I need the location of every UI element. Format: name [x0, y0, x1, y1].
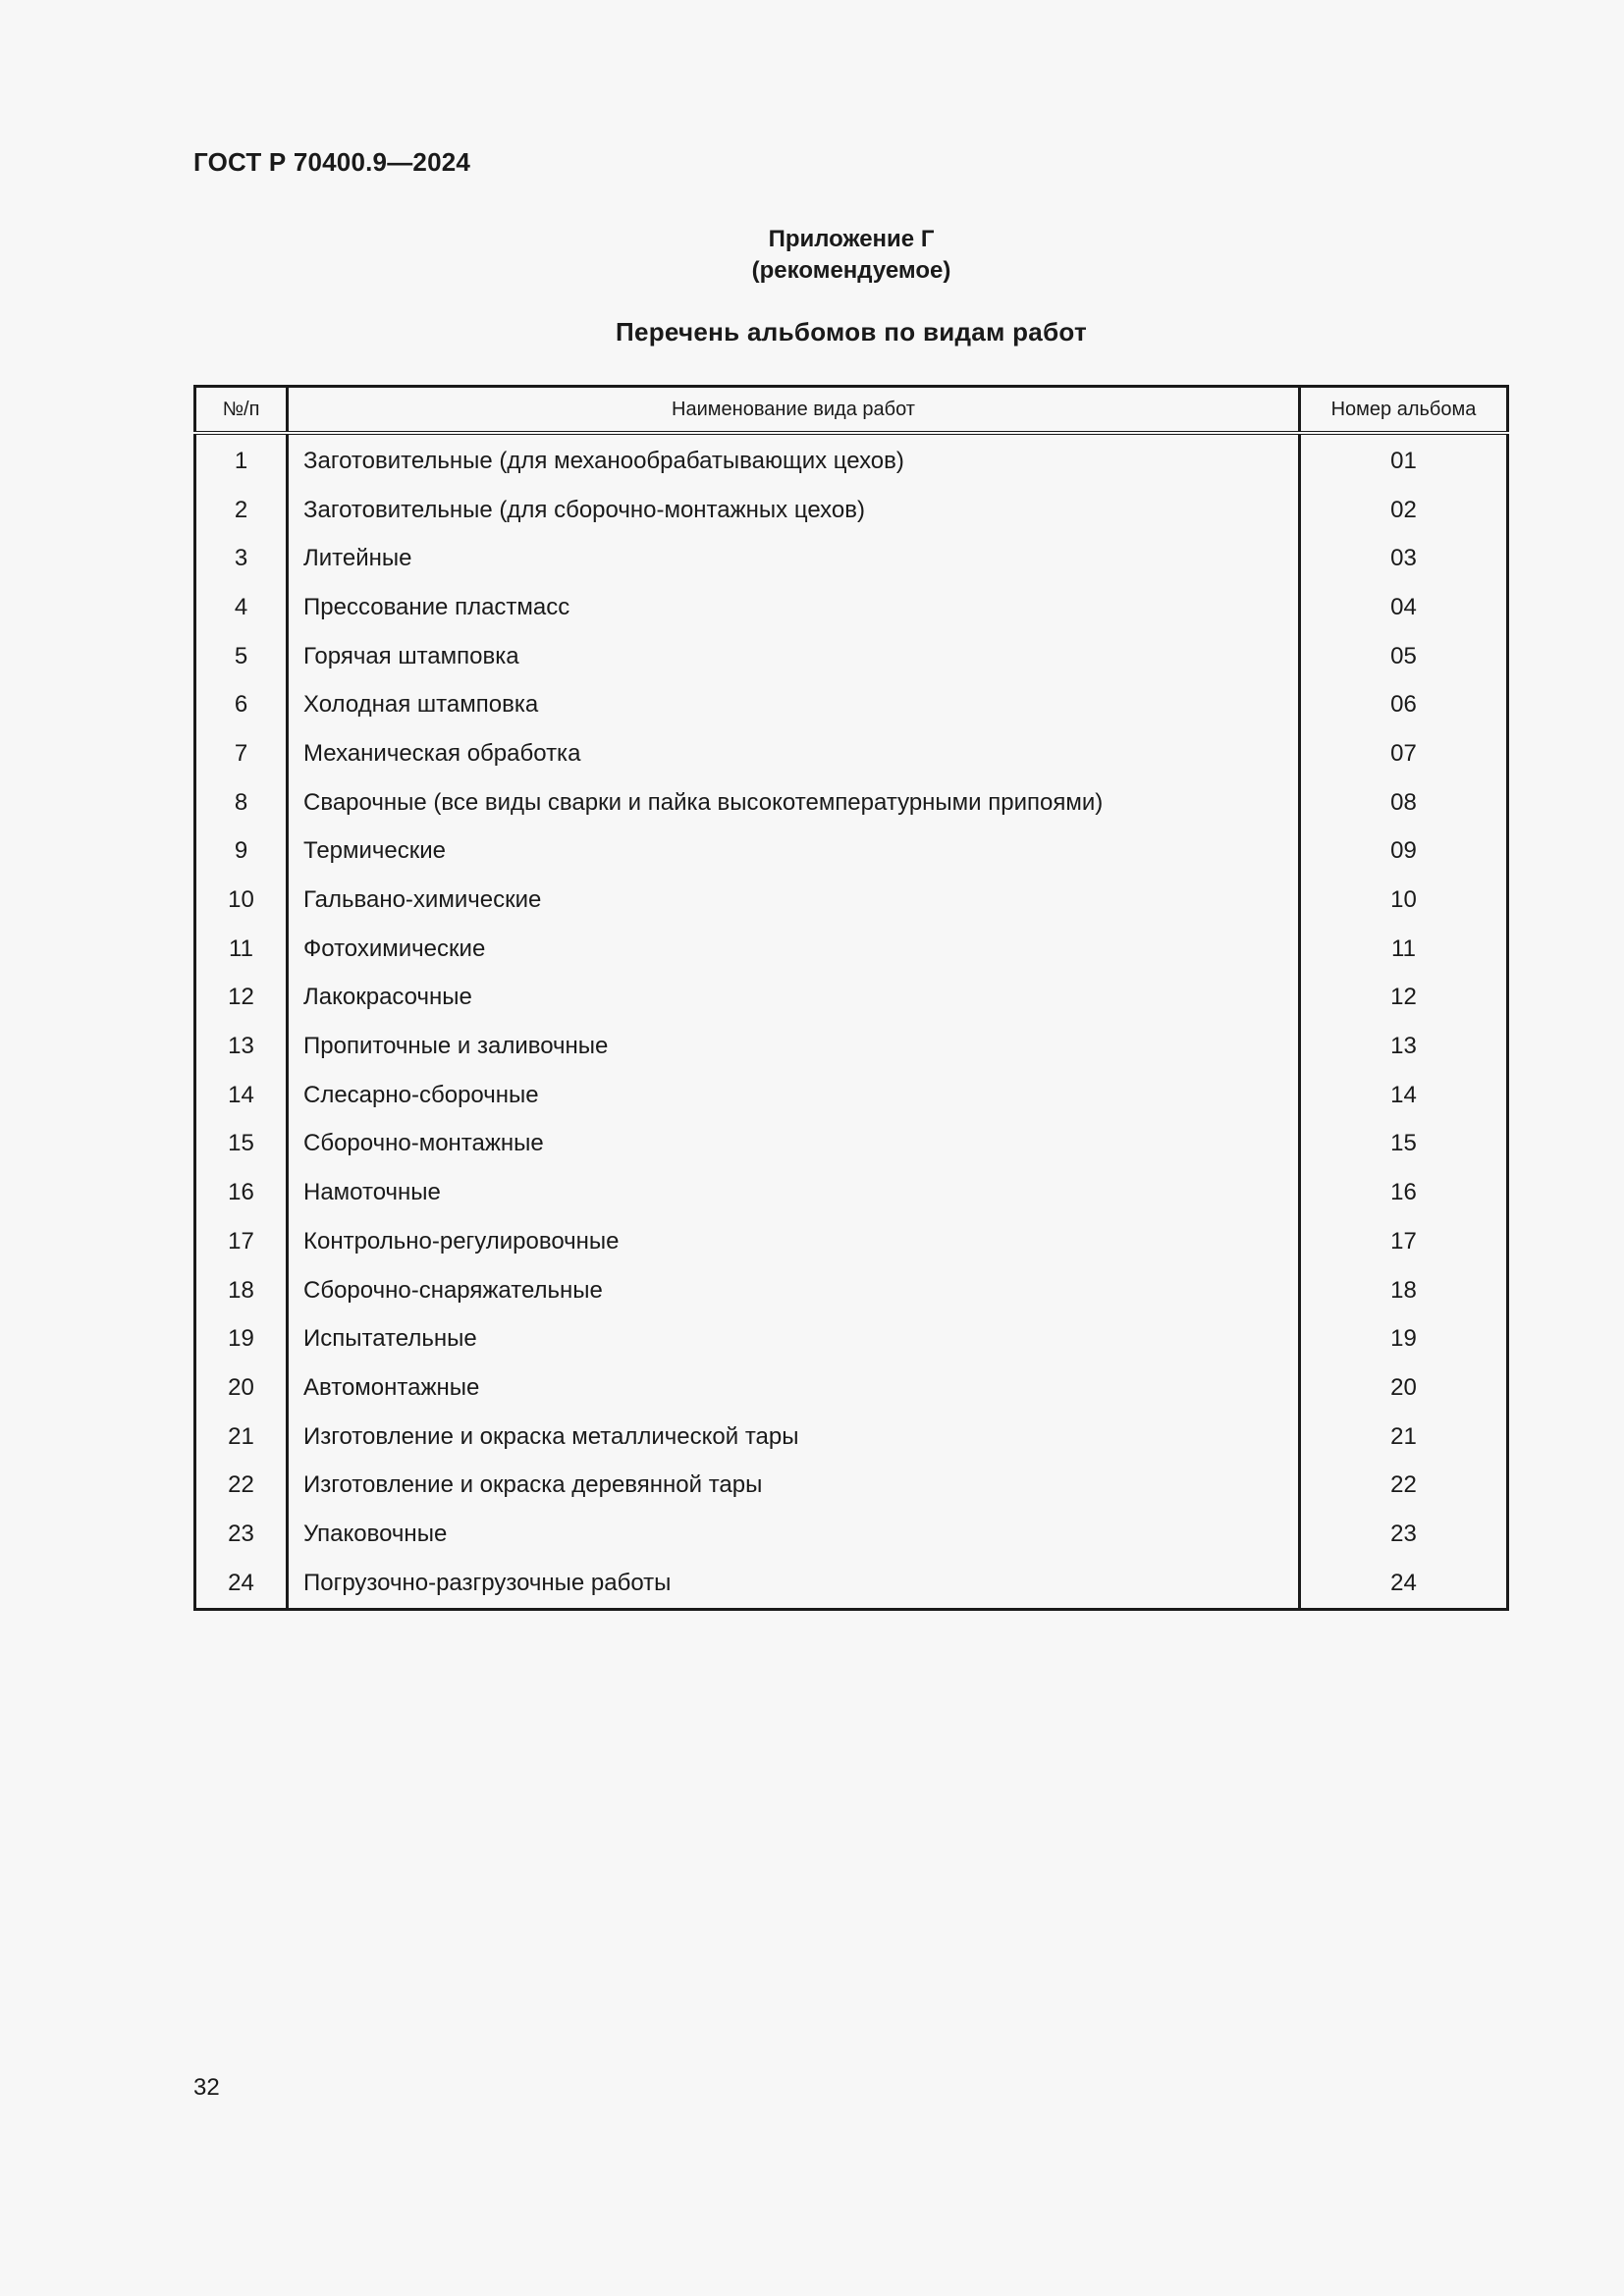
- work-type-cell: Погрузочно-разгрузочные работы: [288, 1559, 1300, 1609]
- album-number-cell: 12: [1390, 984, 1417, 1011]
- column-header-album-number: Номер альбома: [1300, 387, 1508, 434]
- work-type-cell: Изготовление и окраска деревянной тары: [288, 1461, 1300, 1510]
- album-number-cell: 21: [1390, 1422, 1417, 1450]
- work-type-cell: Испытательные: [288, 1314, 1300, 1363]
- list-title: Перечень альбомов по видам работ: [615, 317, 1087, 347]
- album-number-cell: 14: [1390, 1081, 1417, 1108]
- table-header: [195, 387, 1508, 434]
- row-number-cell: 18: [195, 1266, 288, 1315]
- table-row: [195, 828, 1508, 877]
- work-type-cell: Холодная штамповка: [288, 680, 1300, 729]
- row-number-cell: 3: [195, 534, 288, 583]
- work-type-cell: Горячая штамповка: [288, 632, 1300, 681]
- page-number: 32: [193, 2074, 220, 2101]
- row-number-cell: 14: [195, 1071, 288, 1120]
- table-row: [195, 534, 1508, 583]
- row-number-cell: 6: [195, 680, 288, 729]
- album-number-cell: 11: [1391, 934, 1416, 962]
- album-number-cell: 18: [1390, 1276, 1417, 1304]
- table-row: [195, 1559, 1508, 1609]
- work-type-cell: Слесарно-сборочные: [288, 1071, 1300, 1120]
- row-number-cell: 21: [195, 1413, 288, 1462]
- row-number-cell: 7: [195, 729, 288, 778]
- album-number-cell: 20: [1390, 1373, 1417, 1401]
- table-row: [195, 1266, 1508, 1315]
- work-type-cell: Пропиточные и заливочные: [288, 1022, 1300, 1071]
- table-row: [195, 632, 1508, 681]
- row-number-cell: 20: [195, 1363, 288, 1413]
- album-number-cell: 22: [1390, 1471, 1417, 1499]
- table-row: [195, 1071, 1508, 1120]
- row-number-cell: 1: [195, 433, 288, 486]
- work-type-cell: Прессование пластмасс: [288, 583, 1300, 632]
- album-number-cell: 17: [1390, 1227, 1417, 1255]
- column-header-work-type: Наименование вида работ: [288, 387, 1300, 434]
- table-row: [195, 486, 1508, 535]
- album-number-cell: 03: [1390, 545, 1417, 572]
- album-number-cell: 15: [1390, 1130, 1417, 1157]
- album-number-cell: 02: [1390, 496, 1417, 523]
- row-number-cell: 17: [195, 1217, 288, 1266]
- work-type-cell: Сборочно-снаряжательные: [288, 1266, 1300, 1315]
- album-number-cell: 13: [1390, 1033, 1417, 1060]
- work-type-cell: Гальвано-химические: [288, 876, 1300, 925]
- row-number-cell: 16: [195, 1168, 288, 1217]
- table-row: [195, 583, 1508, 632]
- column-header-number: №/п: [195, 387, 288, 434]
- row-number-cell: 5: [195, 632, 288, 681]
- row-number-cell: 9: [195, 828, 288, 877]
- work-type-cell: Лакокрасочные: [288, 974, 1300, 1023]
- table-row: [195, 1461, 1508, 1510]
- table-row: [195, 1314, 1508, 1363]
- row-number-cell: 23: [195, 1510, 288, 1559]
- row-number-cell: 22: [195, 1461, 288, 1510]
- table-row: [195, 1168, 1508, 1217]
- table-body: [195, 433, 1508, 1609]
- album-number-cell: 08: [1390, 788, 1417, 816]
- work-type-cell: Литейные: [288, 534, 1300, 583]
- table-row: [195, 729, 1508, 778]
- album-number-cell: 19: [1390, 1325, 1417, 1353]
- row-number-cell: 12: [195, 974, 288, 1023]
- album-number-cell: 04: [1390, 593, 1417, 620]
- work-type-cell: Сборочно-монтажные: [288, 1120, 1300, 1169]
- table-header-row: [195, 387, 1508, 434]
- album-number-cell: 23: [1390, 1520, 1417, 1547]
- album-number-cell: 16: [1390, 1179, 1417, 1206]
- album-number-cell: 06: [1390, 691, 1417, 719]
- table-row: [195, 1217, 1508, 1266]
- table-row: [195, 1413, 1508, 1462]
- row-number-cell: 4: [195, 583, 288, 632]
- appendix-title: Приложение Г: [768, 226, 935, 252]
- table-row: [195, 680, 1508, 729]
- work-type-cell: Механическая обработка: [288, 729, 1300, 778]
- work-type-cell: Фотохимические: [288, 925, 1300, 974]
- row-number-cell: 10: [195, 876, 288, 925]
- album-number-cell: 05: [1390, 642, 1417, 669]
- work-type-cell: Контрольно-регулировочные: [288, 1217, 1300, 1266]
- row-number-cell: 19: [195, 1314, 288, 1363]
- table-row: [195, 1363, 1508, 1413]
- row-number-cell: 11: [195, 925, 288, 974]
- album-number-cell: 09: [1390, 837, 1417, 865]
- table-row: [195, 974, 1508, 1023]
- table-row: [195, 876, 1508, 925]
- row-number-cell: 15: [195, 1120, 288, 1169]
- appendix-status: (рекомендуемое): [751, 257, 951, 284]
- work-type-cell: Сварочные (все виды сварки и пайка высокотемпературными припоями): [288, 778, 1300, 828]
- table-row: [195, 1022, 1508, 1071]
- work-type-cell: Изготовление и окраска металлической тары: [288, 1413, 1300, 1462]
- table-row: [195, 778, 1508, 828]
- row-number-cell: 13: [195, 1022, 288, 1071]
- album-number-cell: 24: [1390, 1569, 1417, 1596]
- row-number-cell: 2: [195, 486, 288, 535]
- work-type-cell: Заготовительные (для сборочно-монтажных цехов): [288, 486, 1300, 535]
- work-type-cell: Упаковочные: [288, 1510, 1300, 1559]
- table-row: [195, 1510, 1508, 1559]
- work-type-cell: Заготовительные (для механообрабатывающих цехов): [288, 433, 1300, 486]
- albums-table: [193, 385, 1509, 1611]
- work-type-cell: Термические: [288, 828, 1300, 877]
- work-type-cell: Автомонтажные: [288, 1363, 1300, 1413]
- album-number-cell: 07: [1390, 739, 1417, 767]
- album-number-cell: 10: [1390, 886, 1417, 914]
- row-number-cell: 8: [195, 778, 288, 828]
- document-code: ГОСТ Р 70400.9—2024: [193, 147, 471, 177]
- album-number-cell: 01: [1390, 447, 1417, 474]
- table-row: [195, 1120, 1508, 1169]
- table-row: [195, 925, 1508, 974]
- row-number-cell: 24: [195, 1559, 288, 1609]
- work-type-cell: Намоточные: [288, 1168, 1300, 1217]
- table-row: [195, 433, 1508, 486]
